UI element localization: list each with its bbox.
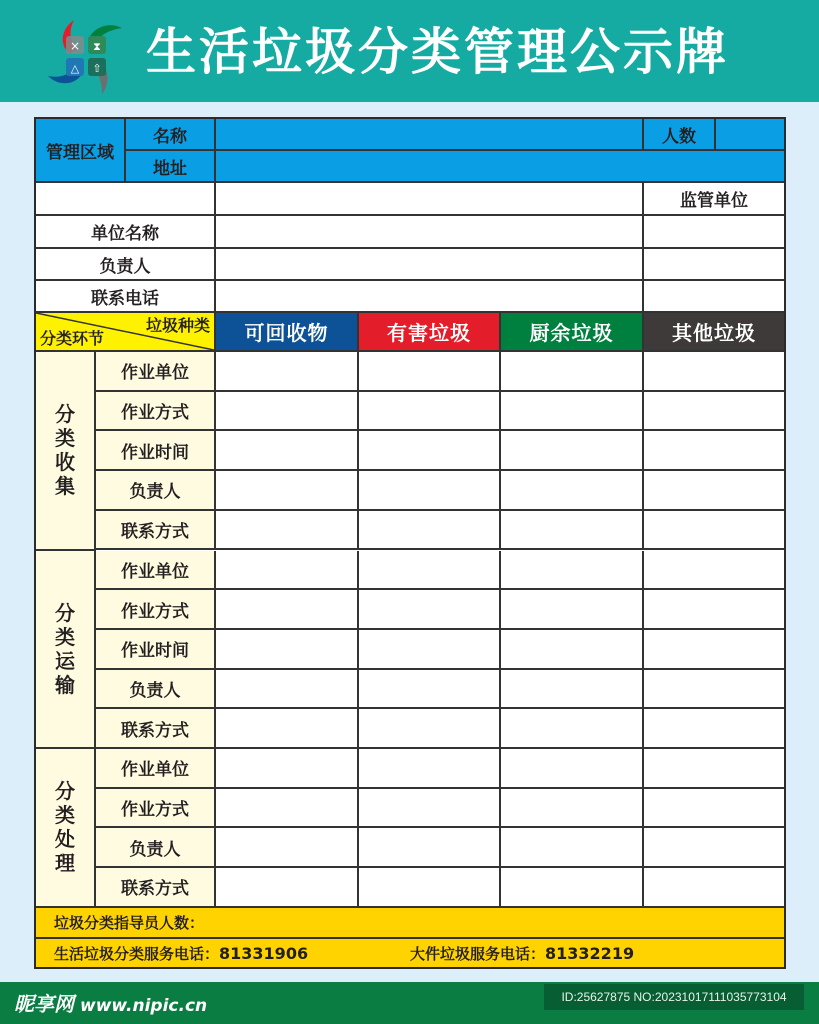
- unit-name-label: 单位名称: [36, 216, 216, 249]
- stage-item-label: 作业方式: [96, 789, 216, 829]
- matrix-entry-cell[interactable]: [359, 749, 501, 789]
- matrix-entry-cell[interactable]: [216, 709, 359, 749]
- category-hazardous-header: 有害垃圾: [359, 313, 501, 352]
- stage-char: 运: [55, 648, 75, 673]
- stage-item-label: 联系方式: [96, 709, 216, 749]
- matrix-entry-cell[interactable]: [644, 392, 784, 432]
- supervisor-phone-field[interactable]: [644, 281, 784, 313]
- headcount-label: 人数: [644, 119, 716, 151]
- matrix-entry-cell[interactable]: [644, 511, 784, 551]
- instructor-count-row: [36, 907, 784, 939]
- service-phone-label: 生活垃圾分类服务电话：: [54, 944, 220, 963]
- matrix-entry-cell[interactable]: [216, 630, 359, 670]
- stage-item-label: 作业方式: [96, 590, 216, 630]
- instructor-count-label: 垃圾分类指导员人数：: [54, 913, 205, 932]
- watermark-id: ID:25627875 NO:20231017111035773104: [544, 984, 804, 1010]
- corner-category-label: 垃圾种类: [145, 316, 210, 335]
- matrix-entry-cell[interactable]: [501, 709, 644, 749]
- watermark-brand: [14, 988, 207, 1017]
- matrix-entry-cell[interactable]: [216, 670, 359, 710]
- matrix-entry-cell[interactable]: [216, 431, 359, 471]
- stage-label-2: [36, 749, 96, 908]
- matrix-entry-cell[interactable]: [644, 630, 784, 670]
- service-phone-number: 81331906: [219, 943, 309, 963]
- supervisor-person-field[interactable]: [644, 249, 784, 281]
- bulky-phone-group: [410, 943, 634, 964]
- matrix-entry-cell[interactable]: [359, 551, 501, 591]
- matrix-entry-cell[interactable]: [644, 670, 784, 710]
- stage-item-label: 作业方式: [96, 392, 216, 432]
- watermark-brand-name: 昵享网: [14, 992, 74, 1016]
- matrix-entry-cell[interactable]: [359, 670, 501, 710]
- stage-char: 收: [55, 450, 75, 475]
- matrix-entry-cell[interactable]: [359, 352, 501, 392]
- matrix-entry-cell[interactable]: [216, 749, 359, 789]
- matrix-entry-cell[interactable]: [216, 868, 359, 908]
- matrix-entry-cell[interactable]: [359, 828, 501, 868]
- matrix-entry-cell[interactable]: [359, 431, 501, 471]
- matrix-entry-cell[interactable]: [216, 789, 359, 829]
- matrix-entry-cell[interactable]: [359, 709, 501, 749]
- matrix-entry-cell[interactable]: [644, 352, 784, 392]
- matrix-entry-cell[interactable]: [644, 868, 784, 908]
- svg-text:⇧: ⇧: [92, 62, 102, 75]
- matrix-entry-cell[interactable]: [216, 471, 359, 511]
- stage-char: 类: [55, 803, 75, 828]
- matrix-entry-cell[interactable]: [359, 789, 501, 829]
- bulky-phone-number: 81332219: [545, 943, 635, 963]
- matrix-entry-cell[interactable]: [501, 828, 644, 868]
- matrix-entry-cell[interactable]: [644, 789, 784, 829]
- svg-text:△: △: [70, 62, 80, 75]
- area-name-field[interactable]: [216, 119, 644, 151]
- unit-person-field[interactable]: [216, 249, 644, 281]
- matrix-entry-cell[interactable]: [501, 630, 644, 670]
- unit-person-label: 负责人: [36, 249, 216, 281]
- matrix-entry-cell[interactable]: [216, 511, 359, 551]
- matrix-entry-cell[interactable]: [644, 709, 784, 749]
- unit-header-blank: [216, 183, 644, 216]
- stage-item-label: 作业单位: [96, 749, 216, 789]
- matrix-entry-cell[interactable]: [501, 352, 644, 392]
- bulky-phone-label: 大件垃圾服务电话：: [410, 944, 546, 963]
- stage-item-label: 联系方式: [96, 868, 216, 908]
- matrix-entry-cell[interactable]: [644, 749, 784, 789]
- stage-char: 分: [55, 402, 75, 427]
- matrix-entry-cell[interactable]: [501, 392, 644, 432]
- matrix-entry-cell[interactable]: [501, 789, 644, 829]
- matrix-entry-cell[interactable]: [501, 511, 644, 551]
- corner-stage-label: 分类环节: [40, 329, 105, 348]
- service-phone-row: [36, 939, 784, 967]
- matrix-entry-cell[interactable]: [216, 551, 359, 591]
- matrix-corner: [36, 313, 216, 352]
- stage-char: 类: [55, 426, 75, 451]
- unit-corner-blank: [36, 183, 216, 216]
- matrix-entry-cell[interactable]: [216, 392, 359, 432]
- matrix-entry-cell[interactable]: [644, 590, 784, 630]
- area-address-field[interactable]: [216, 151, 784, 183]
- matrix-entry-cell[interactable]: [501, 551, 644, 591]
- watermark-url: www.nipic.cn: [80, 996, 208, 1016]
- stage-label-1: [36, 551, 96, 750]
- category-recyclable-header: 可回收物: [216, 313, 359, 352]
- matrix-entry-cell[interactable]: [216, 590, 359, 630]
- matrix-entry-cell[interactable]: [644, 431, 784, 471]
- stage-item-label: 负责人: [96, 670, 216, 710]
- svg-text:×: ×: [69, 39, 81, 53]
- header-band: [0, 0, 819, 102]
- matrix-entry-cell[interactable]: [644, 828, 784, 868]
- watermark-footer: [0, 982, 819, 1024]
- matrix-entry-cell[interactable]: [501, 749, 644, 789]
- stage-char: 输: [55, 672, 75, 697]
- page-title: 生活垃圾分类管理公示牌: [146, 23, 729, 81]
- stage-item-label: 作业时间: [96, 431, 216, 471]
- notice-board-table: [34, 117, 786, 969]
- category-kitchen-header: 厨余垃圾: [501, 313, 644, 352]
- headcount-field[interactable]: [716, 119, 784, 151]
- matrix-entry-cell[interactable]: [501, 471, 644, 511]
- stage-item-label: 负责人: [96, 828, 216, 868]
- supervisor-unit-header: 监管单位: [644, 183, 784, 216]
- matrix-entry-cell[interactable]: [501, 590, 644, 630]
- stage-char: 集: [55, 474, 75, 499]
- area-name-label: 名称: [126, 119, 216, 151]
- management-area-label: 管理区域: [36, 119, 126, 183]
- stage-char: 类: [55, 624, 75, 649]
- unit-phone-field[interactable]: [216, 281, 644, 313]
- matrix-entry-cell[interactable]: [501, 431, 644, 471]
- stage-label-0: [36, 352, 96, 551]
- matrix-entry-cell[interactable]: [359, 630, 501, 670]
- stage-item-label: 联系方式: [96, 511, 216, 551]
- matrix-entry-cell[interactable]: [359, 590, 501, 630]
- stage-char: 分: [55, 779, 75, 804]
- matrix-entry-cell[interactable]: [359, 511, 501, 551]
- matrix-entry-cell[interactable]: [501, 868, 644, 908]
- unit-phone-label: 联系电话: [36, 281, 216, 313]
- svg-text:⧗: ⧗: [93, 40, 101, 53]
- stage-char: 分: [55, 600, 75, 625]
- unit-name-field[interactable]: [216, 216, 644, 249]
- area-address-label: 地址: [126, 151, 216, 183]
- matrix-entry-cell[interactable]: [644, 551, 784, 591]
- matrix-entry-cell[interactable]: [359, 868, 501, 908]
- stage-item-label: 作业单位: [96, 352, 216, 392]
- stage-item-label: 作业单位: [96, 551, 216, 591]
- matrix-entry-cell[interactable]: [644, 471, 784, 511]
- matrix-entry-cell[interactable]: [501, 670, 644, 710]
- stage-item-label: 负责人: [96, 471, 216, 511]
- matrix-entry-cell[interactable]: [359, 392, 501, 432]
- supervisor-unit-name-field[interactable]: [644, 216, 784, 249]
- category-other-header: 其他垃圾: [644, 313, 784, 352]
- stage-item-label: 作业时间: [96, 630, 216, 670]
- recycling-logo-icon: [44, 14, 128, 96]
- stage-char: 处: [55, 827, 75, 852]
- stage-char: 理: [55, 851, 75, 876]
- matrix-entry-cell[interactable]: [216, 828, 359, 868]
- matrix-entry-cell[interactable]: [216, 352, 359, 392]
- matrix-entry-cell[interactable]: [359, 471, 501, 511]
